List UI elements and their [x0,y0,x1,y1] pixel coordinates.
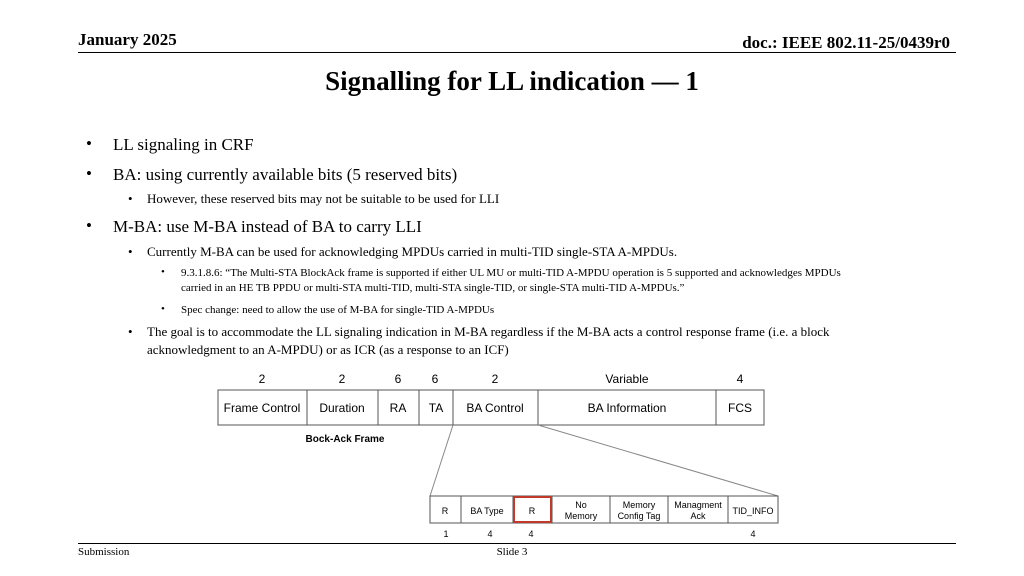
frame-size-label: 2 [491,372,499,386]
ba-field-ba-type: BA Type [470,506,504,516]
bullet-dot: • [161,303,165,315]
bullet-goal-line2: acknowledgment to an A-MPDU) or as ICR (as a response to an ICF) [147,342,509,357]
bullet-mba: M-BA: use M-BA instead of BA to carry LLI [113,217,422,236]
bullet-ba-reserved-bits: However, these reserved bits may not be suitable to be used for LLI [147,191,500,206]
zoom-connector-right [538,425,778,496]
frame-caption: Bock-Ack Frame [305,434,385,445]
ba-field-memory-config-line2: Config Tag [617,511,661,521]
ba-field-no-memory-line2: Memory [564,511,598,521]
footer-rule [78,543,956,544]
frame-size-label: 6 [394,372,402,386]
frame-field-ra: RA [389,401,407,415]
bullet-dot: • [86,164,92,183]
header-doc-id: doc.: IEEE 802.11-25/0439r0 [742,33,950,52]
frame-size-label: Variable [605,372,649,386]
ba-field-r-highlighted: R [528,506,536,516]
ba-size-label: 4 [528,529,534,539]
footer-slide-number: Slide 3 [496,546,528,558]
frame-field-ba-information: BA Information [587,401,667,415]
bullet-dot: • [86,134,92,153]
bullet-spec-quote-line2: carried in an HE TB PPDU or multi-STA multi-TID, multi-STA single-TID, or single-STA multi-TID A-MPDUs.” [181,282,685,294]
footer-submission: Submission [78,546,130,558]
bullet-mba-current: Currently M-BA can be used for acknowledging MPDUs carried in multi-TID single-STA A-MPDUs. [147,244,678,259]
slide-title: Signalling for LL indication — 1 [325,66,699,96]
bullet-goal-line1: The goal is to accommodate the LL signaling indication in M-BA regardless if the M-BA acts a control response frame (i.e. a block [147,324,830,339]
frame-size-label: 2 [338,372,346,386]
bullet-ba: BA: using currently available bits (5 reserved bits) [113,165,458,184]
ba-field-management-ack-line2: Ack [690,511,706,521]
bullet-dot: • [86,216,92,235]
ba-size-label: 4 [487,529,493,539]
frame-field-duration: Duration [319,401,365,415]
frame-size-label: 6 [431,372,439,386]
frame-field-ta: TA [428,401,444,415]
frame-size-label: 4 [736,372,744,386]
bullet-dot: • [128,244,133,259]
ba-field-r: R [441,506,449,516]
ba-size-label: 4 [750,529,756,539]
bullet-dot: • [128,191,133,206]
bullet-dot: • [161,266,165,278]
frame-size-label: 2 [258,372,266,386]
bullet-ll-signaling: LL signaling in CRF [113,135,254,154]
ba-field-management-ack-line1: Managment [674,500,722,510]
frame-field-ba-control: BA Control [466,401,524,415]
ba-field-tid-info: TID_INFO [732,506,774,516]
zoom-connector-left [430,425,453,496]
ba-size-label: 1 [443,529,449,539]
ba-field-memory-config-line1: Memory [622,500,656,510]
frame-field-frame-control: Frame Control [223,401,301,415]
bullet-spec-quote-line1: 9.3.1.8.6: “The Multi-STA BlockAck frame is supported if either UL MU or multi-TID A-MPDU operation is 5 supported and acknowledges MPDUs [181,267,841,279]
header-date: January 2025 [78,30,177,49]
frame-field-fcs: FCS [728,401,752,415]
ba-field-no-memory-line1: No [575,500,587,510]
bullet-dot: • [128,324,133,339]
bullet-spec-change: Spec change: need to allow the use of M-BA for single-TID A-MPDUs [181,304,495,316]
